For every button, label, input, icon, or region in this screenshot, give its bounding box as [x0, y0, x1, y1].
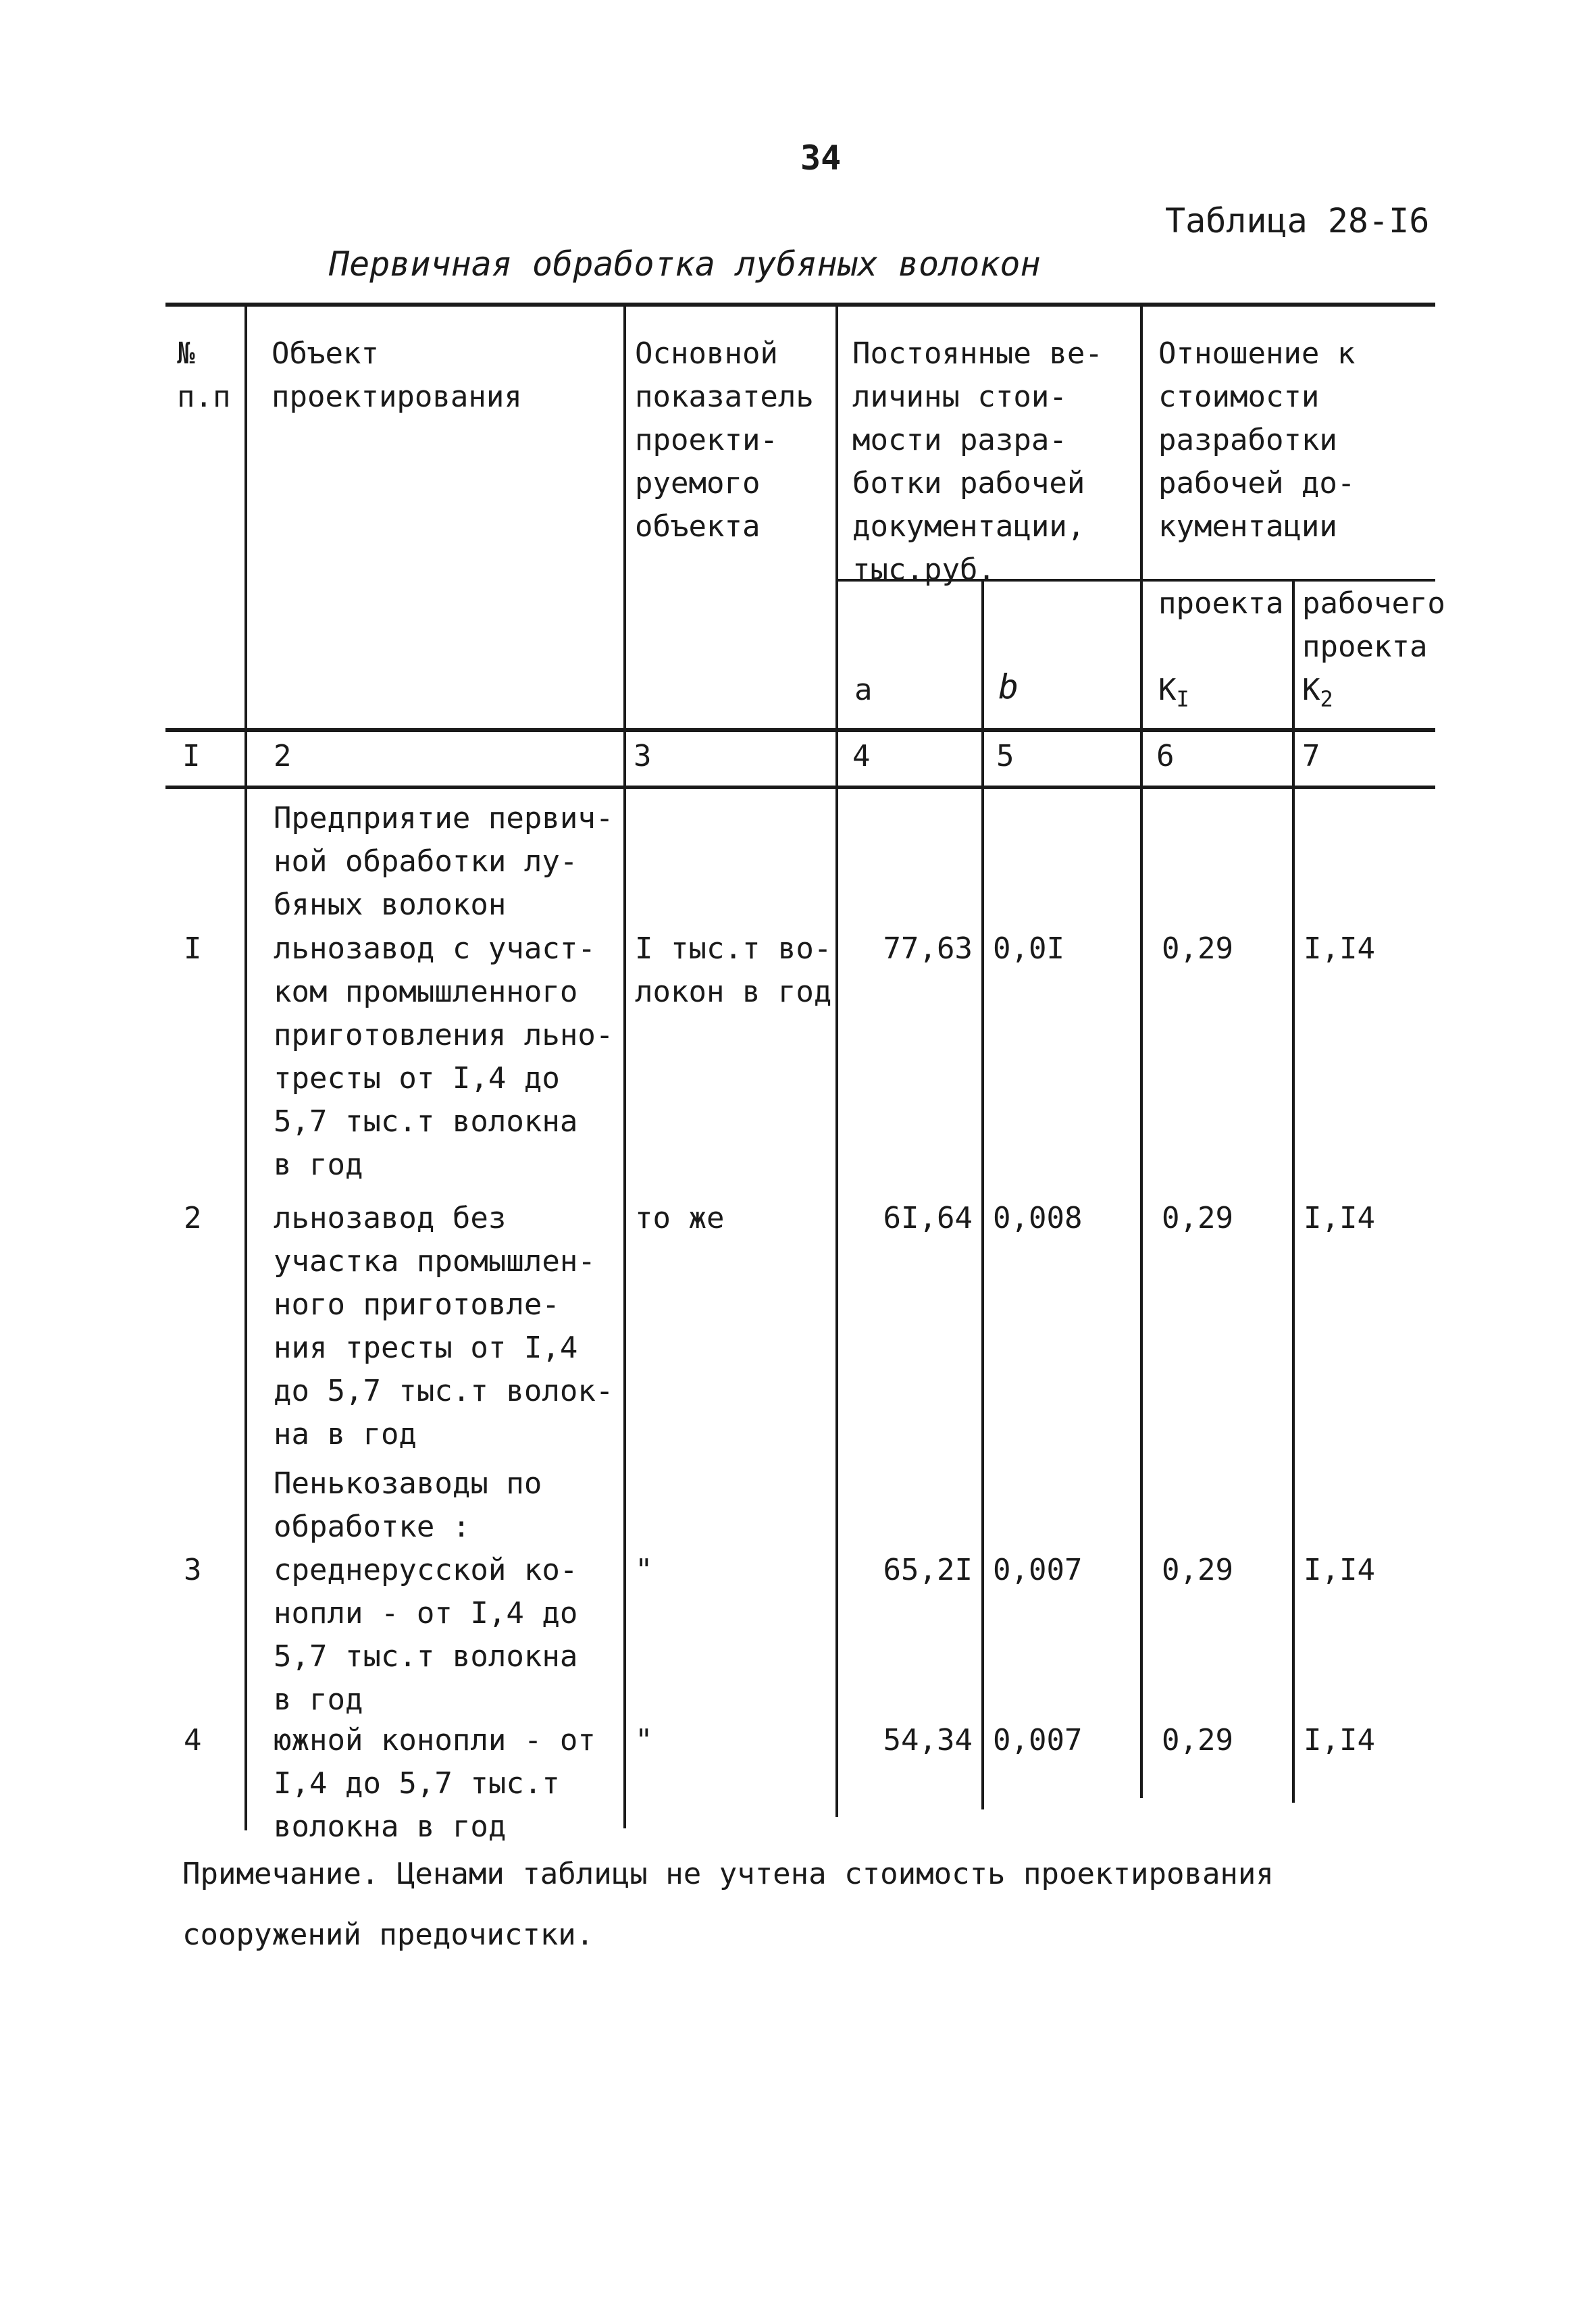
header-indicator: Основной показатель проекти- руемого объекта — [635, 336, 814, 544]
row-3-a: 65,2I — [883, 1553, 973, 1587]
row-2-indicator: то же — [635, 1201, 725, 1235]
col-divider-4 — [981, 580, 984, 1809]
row-2-k2: I,I4 — [1304, 1201, 1375, 1235]
row-2-k1: 0,29 — [1162, 1201, 1233, 1235]
header-col-a: а — [854, 673, 873, 707]
row-3-object: среднерусской ко- нопли - от I,4 до 5,7 тыс.т волокна в год — [274, 1553, 578, 1717]
col-number-1: I — [182, 739, 201, 773]
row-4-number: 4 — [184, 1723, 202, 1757]
row-1-k2: I,I4 — [1304, 931, 1375, 966]
row-2-number: 2 — [184, 1201, 202, 1235]
table-number: Таблица 28-I6 — [1165, 201, 1430, 240]
row-2-object: льнозавод без участка промышлен- ного приготовле- ния тресты от I,4 до 5,7 тыс.т волок- на в год — [274, 1201, 614, 1451]
table-note: Примечание. Ценами таблицы не учтена стоимость проектирования сооружений предочистки. — [182, 1857, 1274, 1952]
row-4-indicator: " — [635, 1723, 653, 1757]
col-number-7: 7 — [1302, 739, 1320, 773]
row-1-number: I — [184, 931, 202, 966]
table-title: Первичная обработка лубяных волокон — [329, 245, 1041, 284]
page-number: 34 — [800, 138, 842, 178]
row-4-k1: 0,29 — [1162, 1723, 1233, 1757]
row-3-k2: I,I4 — [1304, 1553, 1375, 1587]
header-col-k2-text: рабочего проекта К — [1302, 586, 1445, 707]
header-col-k1-text: проекта К — [1158, 586, 1284, 707]
header-col-k1-subscript: I — [1176, 686, 1189, 712]
col-number-4: 4 — [852, 739, 871, 773]
row-3-k1: 0,29 — [1162, 1553, 1233, 1587]
header-col-k2 — [1302, 582, 1445, 721]
table-top-rule — [165, 303, 1435, 307]
header-object: Объект проектирования — [272, 336, 522, 414]
col-divider-6 — [1292, 580, 1295, 1803]
col-divider-5 — [1140, 305, 1143, 1798]
col-number-3: 3 — [634, 739, 652, 773]
header-col-k2-subscript: 2 — [1320, 686, 1333, 712]
col-divider-1 — [244, 305, 247, 1830]
group-heading-hemp: Пенькозаводы по обработке : — [274, 1466, 542, 1544]
col-divider-2 — [623, 305, 626, 1828]
row-4-a: 54,34 — [883, 1723, 973, 1757]
header-col-b: b — [998, 667, 1019, 706]
row-3-number: 3 — [184, 1553, 202, 1587]
col-divider-3 — [835, 305, 838, 1817]
header-number: № п.п — [177, 336, 231, 414]
header-bottom-rule — [165, 728, 1435, 732]
row-3-b: 0,007 — [993, 1553, 1083, 1587]
col-number-6: 6 — [1156, 739, 1175, 773]
row-1-object: льнозавод с участ- ком промышленного приготовления льно- тресты от I,4 до 5,7 тыс.т волокна в год — [274, 931, 614, 1182]
row-4-k2: I,I4 — [1304, 1723, 1375, 1757]
numbering-bottom-rule — [165, 786, 1435, 789]
row-4-b: 0,007 — [993, 1723, 1083, 1757]
row-2-a: 6I,64 — [883, 1201, 973, 1235]
header-col-k1 — [1158, 582, 1283, 721]
row-3-indicator: " — [635, 1553, 653, 1587]
col-number-2: 2 — [274, 739, 292, 773]
row-4-object: южной конопли - от I,4 до 5,7 тыс.т волокна в год — [274, 1723, 596, 1844]
row-2-b: 0,008 — [993, 1201, 1083, 1235]
col-number-5: 5 — [996, 739, 1014, 773]
row-1-a: 77,63 — [883, 931, 973, 966]
row-1-indicator: I тыс.т во- локон в год — [635, 931, 832, 1009]
header-constant-values: Постоянные ве- личины стои- мости разра- ботки рабочей документации, тыс.руб. — [852, 336, 1103, 587]
header-ratio: Отношение к стоимости разработки рабочей до- кументации — [1158, 336, 1356, 544]
row-1-k1: 0,29 — [1162, 931, 1233, 966]
group-heading-flax: Предприятие первич- ной обработки лу- бяных волокон — [274, 801, 614, 922]
row-1-b: 0,0I — [993, 931, 1064, 966]
